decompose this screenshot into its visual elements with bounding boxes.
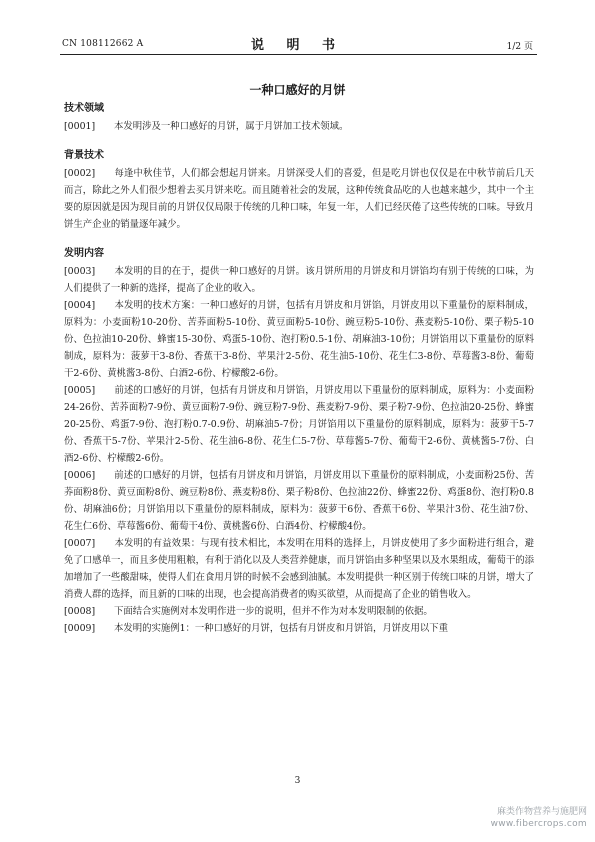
paragraph-text: 本发明的有益效果：与现有技术相比，本发明在用料的选择上，月饼皮使用了多少面粉进行组合，避免了口感单一，而且多使用粗粮，有利于消化以及人类营养健康，而月饼馅由多种坚果以及水果组成，葡萄干的添加增加了一些酸甜味，使得人们在食用月饼的时候不会感到油腻。本发明提供一种区别于传统口味的月饼，增大了消费人群的选择，而且新的口味的出现，也会提高消费者的购买欲望，从而提高了企业的销售收入。 [64, 538, 534, 600]
section-heading-technical-field: 技术领域 [64, 103, 104, 114]
section-heading-background: 背景技术 [64, 150, 104, 161]
paragraph-number: [0005] [64, 385, 96, 396]
paragraph [64, 118, 534, 135]
watermark-site-name: 麻类作物营养与施肥网 [496, 807, 587, 817]
paragraph-text: 每逢中秋佳节，人们都会想起月饼来。月饼深受人们的喜爱，但是吃月饼也仅仅是在中秋节前后几天而言，除此之外人们很少想着去买月饼来吃。而且随着社会的发展，这种传统食品吃的人也越来越少，其中一个主要的原因就是因为现目前的月饼仅仅局限于传统的几种口味，年复一年，人们已经厌倦了这些传统的口味。导致月饼生产企业的销量逐年减少。 [64, 168, 534, 230]
document-type-title: 说 明 书 [250, 38, 345, 53]
paragraph-text: 本发明的实施例1：一种口感好的月饼，包括有月饼皮和月饼馅，月饼皮用以下重 [113, 623, 449, 634]
paragraph-text: 下面结合实施例对本发明作进一步的说明，但并不作为对本发明限制的依据。 [113, 606, 433, 617]
paragraph [64, 263, 534, 297]
paragraph-number: [0003] [64, 266, 96, 277]
paragraph-number: [0007] [64, 538, 96, 549]
paragraph [64, 603, 534, 620]
invention-title: 一种口感好的月饼 [249, 83, 346, 97]
paragraph-text: 前述的口感好的月饼，包括有月饼皮和月饼馅，月饼皮用以下重量份的原料制成，小麦面粉25份、苦荞面粉8份、黄豆面粉8份、豌豆粉8份、燕麦粉8份、栗子粉8份、色拉油22份、蜂蜜22份、鸡蛋8份、泡打粉0.8份、胡麻油6份；月饼馅用以下重量份的原料制成，原料为：菠萝干6份、香蕉干6份、苹果汁3份、花生油7份、花生仁6份、草莓酱6份、葡萄干4份、黄桃酱6份、白酒4份、柠檬酸4份。 [64, 470, 534, 532]
paragraph [64, 382, 534, 467]
paragraph-number: [0002] [64, 168, 96, 179]
paragraph-text: 前述的口感好的月饼，包括有月饼皮和月饼馅，月饼皮用以下重量份的原料制成，原料为：小麦面粉24-26份、苦荞面粉7-9份、黄豆面粉7-9份、豌豆粉7-9份、燕麦粉7-9份、栗子粉7-9份、色拉油20-25份、蜂蜜20-25份、鸡蛋7-9份、泡打粉0.7-0.9份、胡麻油5-7份；月饼馅用以下重量份的原料制成，原料为：菠萝干5-7份、香蕉干5-7份、苹果汁2-5份、花生油6-8份、花生仁5-7份、草莓酱5-7份、葡萄干2-6份、黄桃酱5-7份、白酒2-6份、柠檬酸2-6份。 [64, 385, 534, 464]
paragraph-number: [0008] [64, 606, 96, 617]
document-body [64, 100, 534, 637]
paragraph [64, 620, 534, 637]
paragraph [64, 165, 534, 233]
header-divider [60, 54, 537, 55]
paragraph-number: [0004] [64, 300, 96, 311]
paragraph-text: 本发明的技术方案：一种口感好的月饼，包括有月饼皮和月饼馅，月饼皮用以下重量份的原料制成，原料为：小麦面粉10-20份、苦荞面粉5-10份、黄豆面粉5-10份、豌豆粉5-10份、燕麦粉5-10份、栗子粉5-10份、色拉油10-20份、蜂蜜15-30份、鸡蛋5-10份、泡打粉0.5-1份、胡麻油3-10份；月饼馅用以下重量份的原料制成，原料为：菠萝干3-8份、香蕉干3-8份、苹果汁2-5份、花生油5-10份、花生仁3-8份、草莓酱3-8份、葡萄干2-6份、黄桃酱3-8份、白酒2-6份、柠檬酸2-6份。 [64, 300, 534, 379]
page-indicator: 1/2 页 [506, 42, 533, 52]
patent-number: CN 108112662 A [62, 39, 144, 49]
paragraph-text: 本发明涉及一种口感好的月饼，属于月饼加工技术领域。 [113, 121, 349, 132]
paragraph-number: [0001] [64, 121, 96, 132]
paragraph-number: [0006] [64, 470, 96, 481]
paragraph [64, 297, 534, 382]
site-watermark [491, 806, 587, 830]
section-heading-summary: 发明内容 [64, 248, 104, 259]
page-number: 3 [294, 776, 301, 786]
paragraph [64, 535, 534, 603]
paragraph-text: 本发明的目的在于，提供一种口感好的月饼。该月饼所用的月饼皮和月饼馅均有别于传统的口味，为人们提供了一种新的选择，提高了企业的收入。 [64, 266, 534, 294]
paragraph-number: [0009] [64, 623, 96, 634]
paragraph [64, 467, 534, 535]
watermark-url: www.fibercrops.com [490, 819, 587, 829]
